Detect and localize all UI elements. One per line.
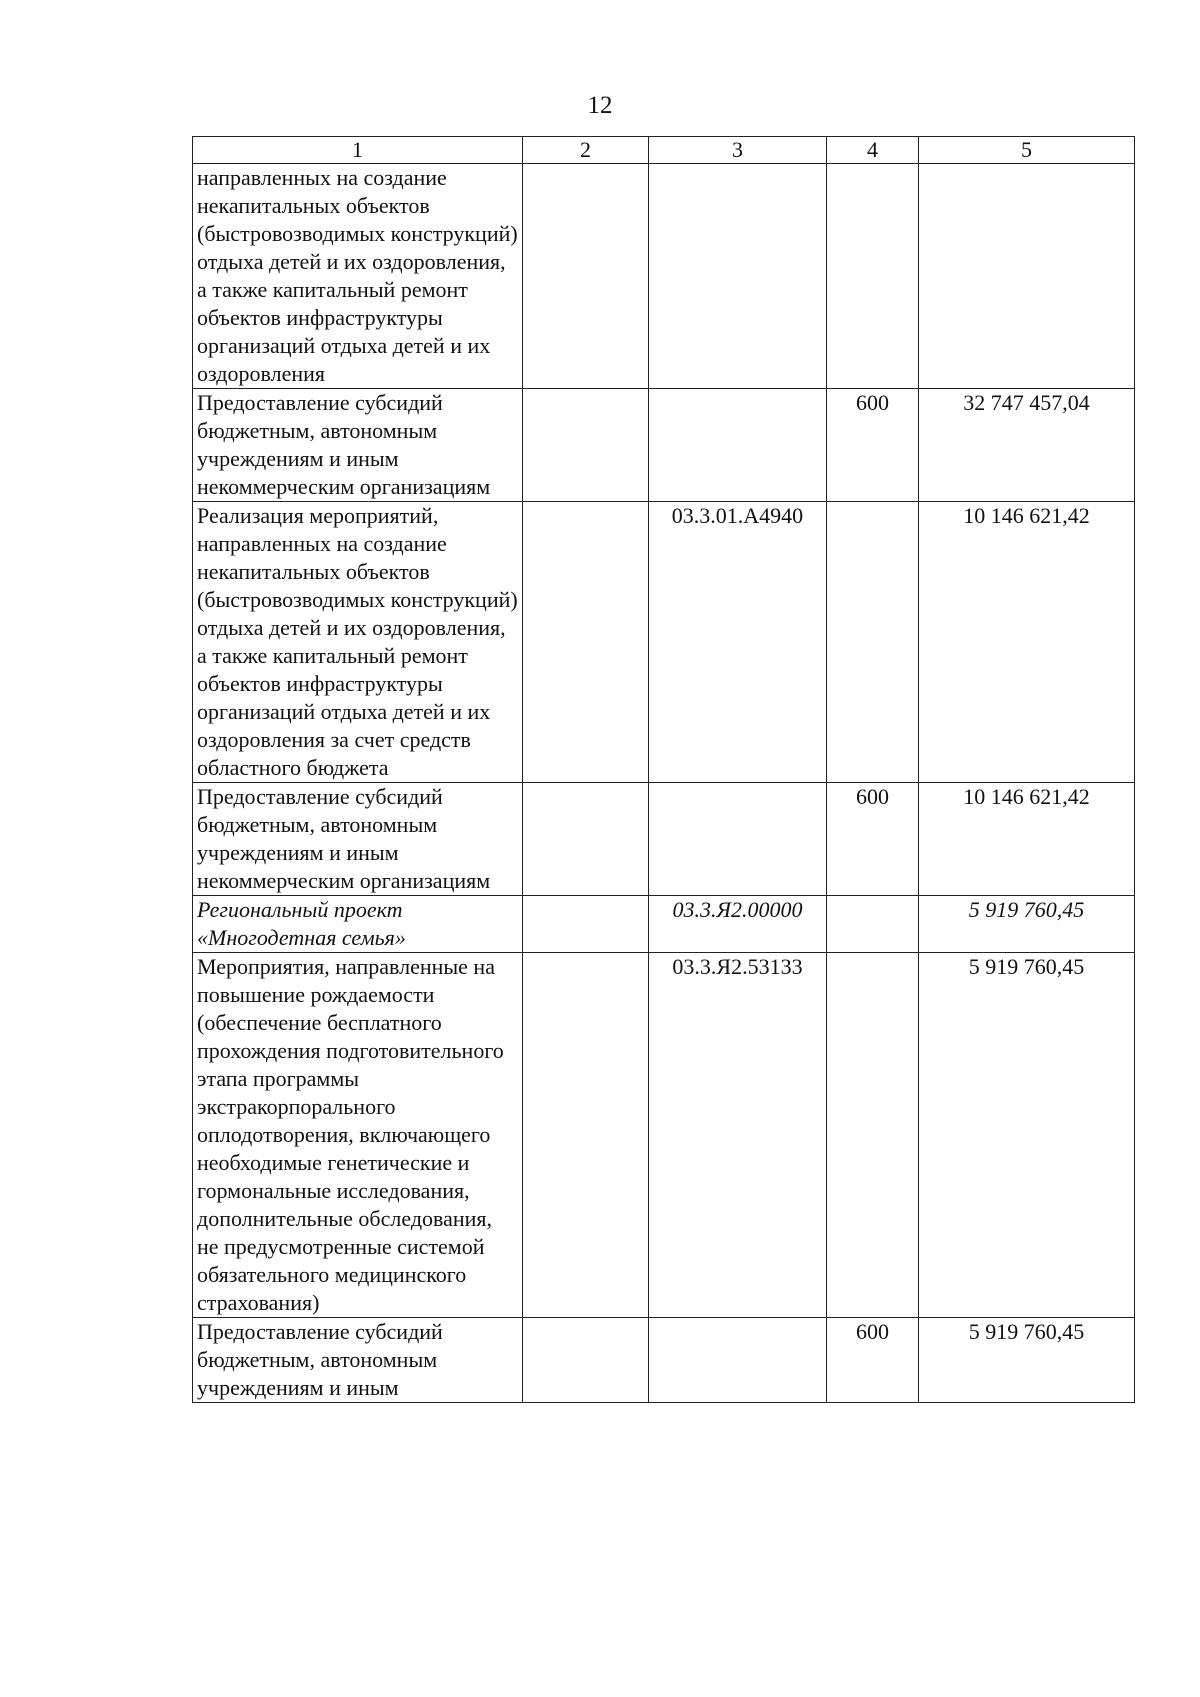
- header-cell-5: 5: [919, 137, 1135, 164]
- row-column-2-cell: [523, 783, 649, 896]
- header-cell-4: 4: [827, 137, 919, 164]
- row-name-cell: Предоставление субсидий бюджетным, автономным учреждениям и иным некоммерческим организациям: [193, 783, 523, 896]
- header-row: [193, 137, 1135, 164]
- row-amount-cell: 5 919 760,45: [919, 896, 1135, 953]
- row-column-2-cell: [523, 164, 649, 389]
- header-cell-2: 2: [523, 137, 649, 164]
- row-expense-type-cell: [827, 896, 919, 953]
- page-number: 12: [587, 92, 613, 119]
- row-code-cell: [649, 389, 827, 502]
- row-amount-cell: [919, 164, 1135, 389]
- row-expense-type-cell: [827, 164, 919, 389]
- row-expense-type-cell: 600: [827, 783, 919, 896]
- row-code-cell: [649, 164, 827, 389]
- table-row: [193, 389, 1135, 502]
- row-expense-type-cell: [827, 953, 919, 1318]
- table-row: [193, 783, 1135, 896]
- row-column-2-cell: [523, 1318, 649, 1403]
- budget-table: [192, 136, 1135, 1403]
- row-column-2-cell: [523, 953, 649, 1318]
- row-column-2-cell: [523, 502, 649, 783]
- header-cell-3: 3: [649, 137, 827, 164]
- row-name-cell: Предоставление субсидий бюджетным, автономным учреждениям и иным некоммерческим организациям: [193, 389, 523, 502]
- row-name-cell: Мероприятия, направленные на повышение рождаемости (обеспечение бесплатного прохождения подготовительного этапа программы экстракорпорального оплодотворения, включающего необходимые генетические и гормональные исследования, дополнительные обследования, не предусмотренные системой обязательного медицинского страхования): [193, 953, 523, 1318]
- row-amount-cell: 5 919 760,45: [919, 953, 1135, 1318]
- row-amount-cell: 5 919 760,45: [919, 1318, 1135, 1403]
- row-code-cell: [649, 783, 827, 896]
- row-amount-cell: 32 747 457,04: [919, 389, 1135, 502]
- row-expense-type-cell: 600: [827, 389, 919, 502]
- row-amount-cell: 10 146 621,42: [919, 502, 1135, 783]
- row-code-cell: 03.3.Я2.53133: [649, 953, 827, 1318]
- row-expense-type-cell: 600: [827, 1318, 919, 1403]
- row-name-cell: направленных на создание некапитальных объектов (быстровозводимых конструкций) отдыха детей и их оздоровления, а также капитальный ремонт объектов инфраструктуры организаций отдыха детей и их оздоровления: [193, 164, 523, 389]
- table-row: [193, 896, 1135, 953]
- row-name-cell: Региональный проект «Многодетная семья»: [193, 896, 523, 953]
- row-code-cell: [649, 1318, 827, 1403]
- table-row: [193, 1318, 1135, 1403]
- table-row: [193, 164, 1135, 389]
- table-row: [193, 502, 1135, 783]
- row-code-cell: 03.3.Я2.00000: [649, 896, 827, 953]
- row-column-2-cell: [523, 896, 649, 953]
- header-cell-1: 1: [193, 137, 523, 164]
- table-row: [193, 953, 1135, 1318]
- row-code-cell: 03.3.01.А4940: [649, 502, 827, 783]
- row-amount-cell: 10 146 621,42: [919, 783, 1135, 896]
- row-name-cell: Реализация мероприятий, направленных на создание некапитальных объектов (быстровозводимых конструкций) отдыха детей и их оздоровления, а также капитальный ремонт объектов инфраструктуры организаций отдыха детей и их оздоровления за счет средств областного бюджета: [193, 502, 523, 783]
- row-column-2-cell: [523, 389, 649, 502]
- row-name-cell: Предоставление субсидий бюджетным, автономным учреждениям и иным: [193, 1318, 523, 1403]
- row-expense-type-cell: [827, 502, 919, 783]
